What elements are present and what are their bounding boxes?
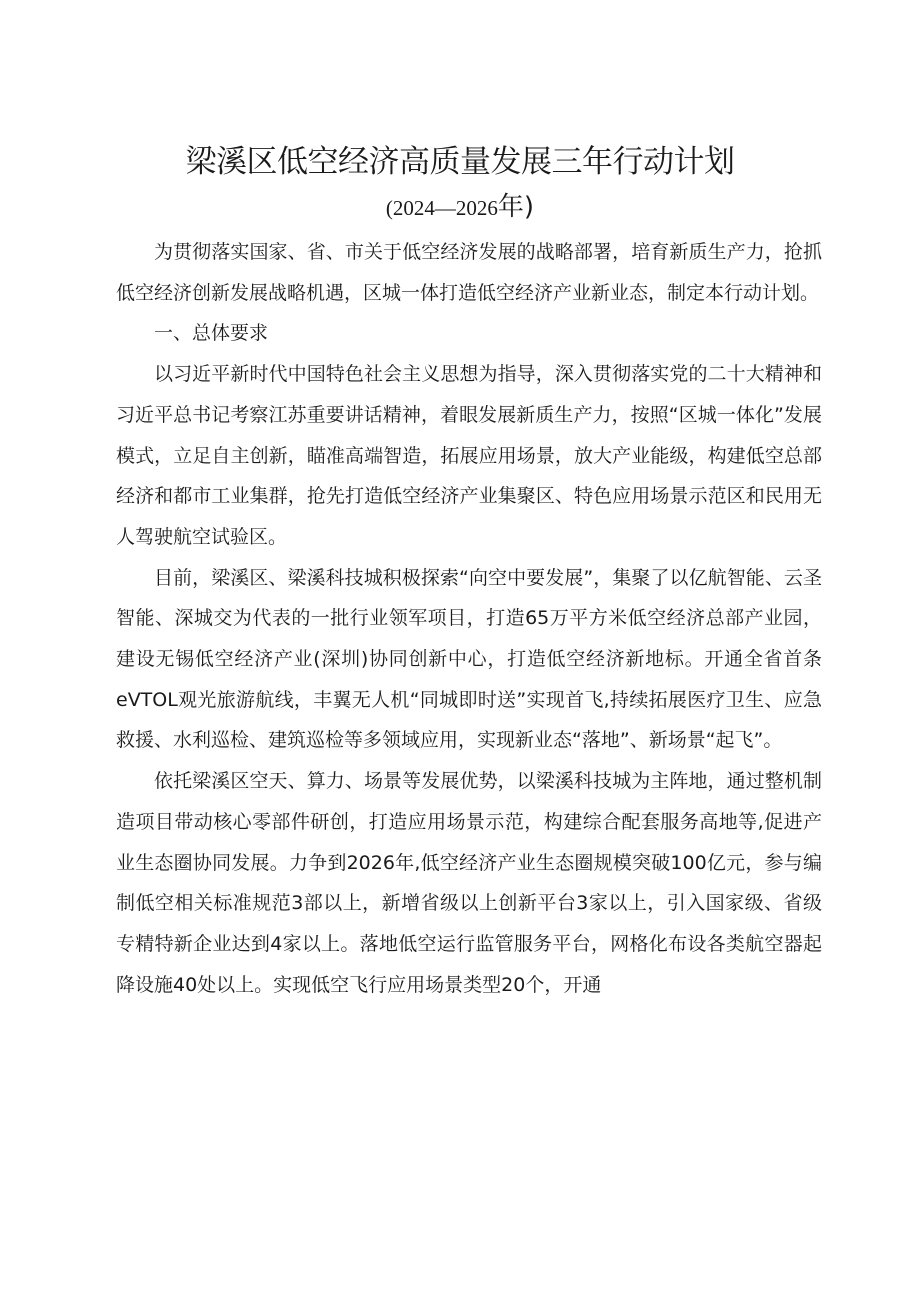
- document-body: [116, 232, 822, 1005]
- body-paragraph: 依托梁溪区空天、算力、场景等发展优势，以梁溪科技城为主阵地，通过整机制造项目带动核心零部件研创，打造应用场景示范，构建综合配套服务高地等,促进产业生态圈协同发展。力争到2026年,低空经济产业生态圈规模突破100亿元，参与编制低空相关标准规范3部以上，新增省级以上创新平台3家以上，引入国家级、省级专精特新企业达到4家以上。落地低空运行监管服务平台，网格化布设各类航空器起降设施40处以上。实现低空飞行应用场景类型20个，开通: [116, 770, 822, 996]
- document-subtitle: [0, 190, 920, 225]
- subtitle-year-suffix: 年): [497, 192, 535, 222]
- body-paragraph: 目前，梁溪区、梁溪科技城积极探索“向空中要发展”，集聚了以亿航智能、云圣智能、深城交为代表的一批行业领军项目，打造65万平方米低空经济总部产业园，建设无锡低空经济产业(深圳)协同创新中心，打造低空经济新地标。开通全省首条eVTOL观光旅游航线，丰翼无人机“同城即时送”实现首飞,持续拓展医疗卫生、应急救援、水利巡检、建筑巡检等多领域应用，实现新业态“落地”、新场景“起飞”。: [116, 566, 822, 752]
- document-title: 梁溪区低空经济高质量发展三年行动计划: [185, 144, 735, 180]
- intro-paragraph: 为贯彻落实国家、省、市关于低空经济发展的战略部署，培育新质生产力，抢抓低空经济创新发展战略机遇，区城一体打造低空经济产业新业态，制定本行动计划。: [116, 241, 822, 304]
- section-heading: 一、总体要求: [154, 322, 269, 345]
- body-paragraph: 以习近平新时代中国特色社会主义思想为指导，深入贯彻落实党的二十大精神和习近平总书记考察江苏重要讲话精神，着眼发展新质生产力，按照“区城一体化”发展模式，立足自主创新，瞄准高端智造，拓展应用场景，放大产业能级，构建低空总部经济和都市工业集群，抢先打造低空经济产业集聚区、特色应用场景示范区和民用无人驾驶航空试验区。: [116, 363, 822, 548]
- subtitle-years: (2024—2026: [385, 196, 498, 220]
